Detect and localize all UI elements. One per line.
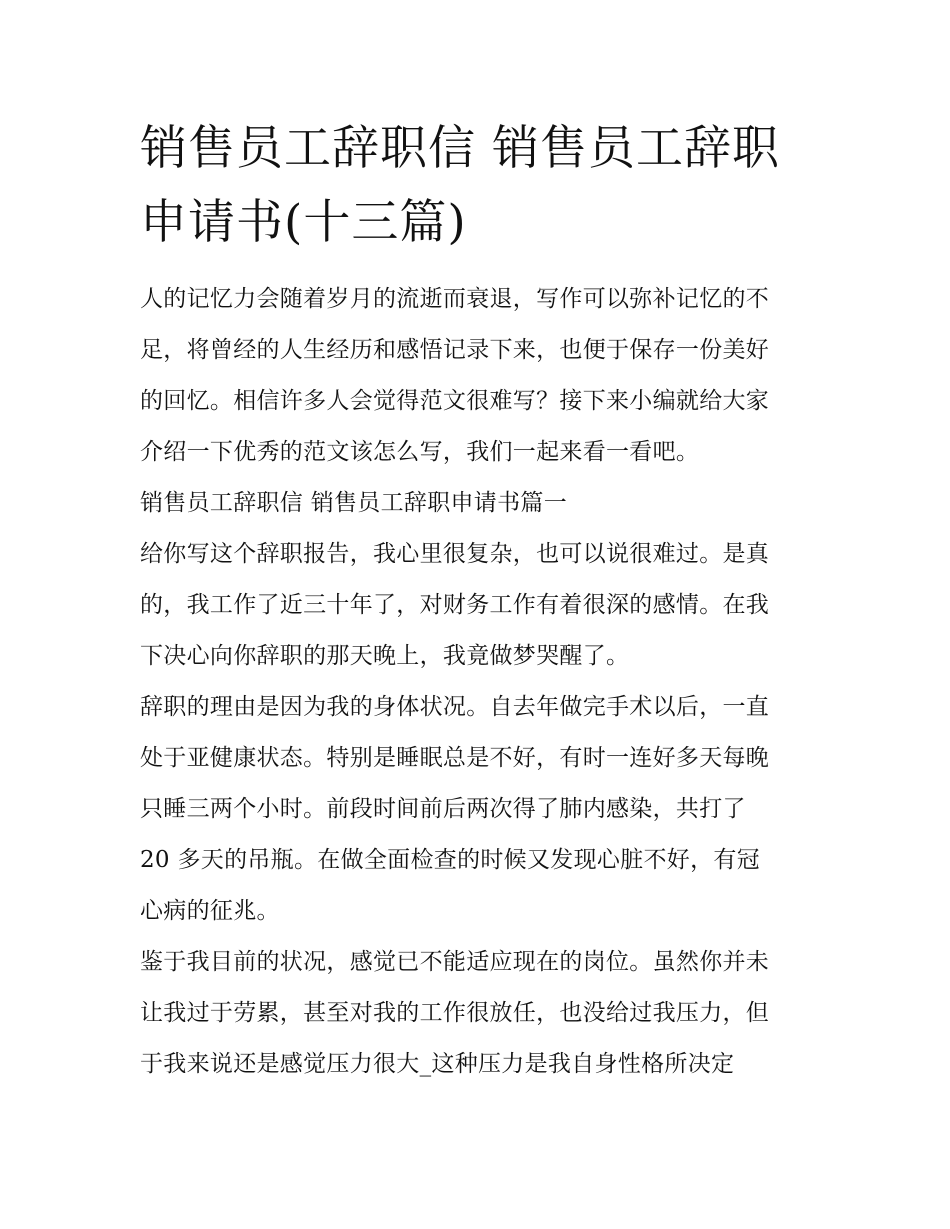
body-line: 只睡三两个小时。前段时间前后两次得了肺内感染，共打了 xyxy=(140,796,746,822)
body-line: 20 多天的吊瓶。在做全面检查的时候又发现心脏不好，有冠 xyxy=(140,847,760,873)
body-line: 辞职的理由是因为我的身体状况。自去年做完手术以后，一直 xyxy=(140,694,770,720)
title-line: 申请书(十三篇) xyxy=(140,195,467,250)
body-line: 给你写这个辞职报告，我心里很复杂，也可以说很难过。是真 xyxy=(140,541,770,567)
title-line: 销售员工辞职信 销售员工辞职 xyxy=(140,121,780,176)
body-line: 心病的征兆。 xyxy=(140,898,280,924)
body-line: 让我过于劳累，甚至对我的工作很放任，也没给过我压力，但 xyxy=(140,1000,770,1026)
intro-line: 介绍一下优秀的范文该怎么写，我们一起来看一看吧。 xyxy=(140,439,700,465)
section-heading: 销售员工辞职信 销售员工辞职申请书篇一 xyxy=(140,490,568,516)
intro-line: 人的记忆力会随着岁月的流逝而衰退，写作可以弥补记忆的不 xyxy=(140,286,770,312)
body-line: 下决心向你辞职的那天晚上，我竟做梦哭醒了。 xyxy=(140,643,630,669)
body-line: 于我来说还是感觉压力很大_这种压力是我自身性格所决定 xyxy=(140,1051,735,1077)
document-title xyxy=(140,112,820,260)
body-line: 的，我工作了近三十年了，对财务工作有着很深的感情。在我 xyxy=(140,592,770,618)
body-line: 鉴于我目前的状况，感觉已不能适应现在的岗位。虽然你并未 xyxy=(140,949,770,975)
intro-line: 足，将曾经的人生经历和感悟记录下来，也便于保存一份美好 xyxy=(140,337,770,363)
body-line: 处于亚健康状态。特别是睡眠总是不好，有时一连好多天每晚 xyxy=(140,745,770,771)
intro-line: 的回忆。相信许多人会觉得范文很难写？接下来小编就给大家 xyxy=(140,388,770,414)
